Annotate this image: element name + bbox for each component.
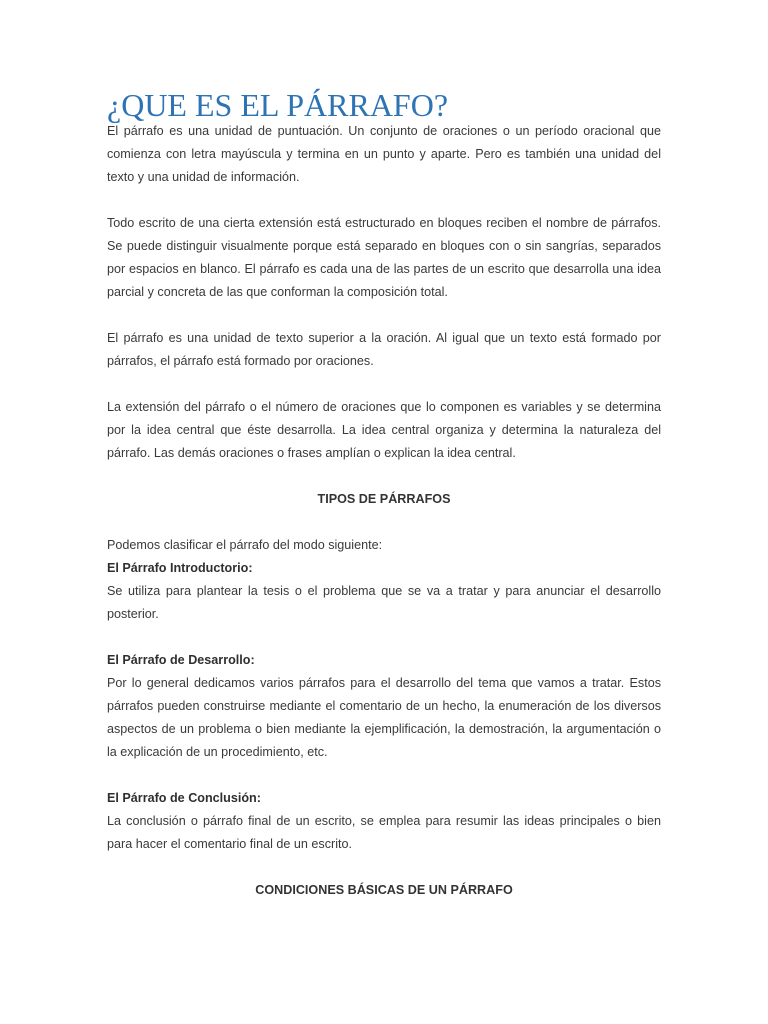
document-body <box>107 120 661 902</box>
section-heading-condiciones: CONDICIONES BÁSICAS DE UN PÁRRAFO <box>255 883 513 897</box>
subheading-introductorio: El Párrafo Introductorio: <box>107 561 253 575</box>
paragraph-gap <box>107 626 661 649</box>
tipos-lead: Podemos clasificar el párrafo del modo siguiente: <box>107 538 383 552</box>
paragraph-gap <box>107 304 661 327</box>
paragraph-gap <box>107 189 661 212</box>
paragraph-structure: Todo escrito de una cierta extensión está estructurado en bloques reciben el nombre de párrafos. Se puede distinguir visualmente porque está separado en bloques con o sin sangrías, separados por espacios en blanco. El párrafo es cada una de las partes de un escrito que desarrolla una idea parcial y concreta de las que conforman la composición total. <box>107 216 661 299</box>
text-introductorio: Se utiliza para plantear la tesis o el problema que se va a tratar y para anunciar el desarrollo posterior. <box>107 584 661 621</box>
subheading-conclusion: El Párrafo de Conclusión: <box>107 791 261 805</box>
text-desarrollo: Por lo general dedicamos varios párrafos para el desarrollo del tema que vamos a tratar. Estos párrafos pueden construirse mediante el comentario de un hecho, la enumeración de los diversos aspectos de un problema o bien mediante la ejemplificación, la demostración, la argumentación o la explicación de un procedimiento, etc. <box>107 676 661 759</box>
paragraph-extension: La extensión del párrafo o el número de oraciones que lo componen es variables y se determina por la idea central que éste desarrolla. La idea central organiza y determina la naturaleza del párrafo. Las demás oraciones o frases amplían o explican la idea central. <box>107 400 661 460</box>
subheading-desarrollo: El Párrafo de Desarrollo: <box>107 653 255 667</box>
paragraph-gap <box>107 511 661 534</box>
text-conclusion: La conclusión o párrafo final de un escrito, se emplea para resumir las ideas principales o bien para hacer el comentario final de un escrito. <box>107 814 661 851</box>
paragraph-gap <box>107 764 661 787</box>
page-title: ¿QUE ES EL PÁRRAFO? <box>107 87 449 123</box>
paragraph-definition: El párrafo es una unidad de puntuación. Un conjunto de oraciones o un período oracional que comienza con letra mayúscula y termina en un punto y aparte. Pero es también una unidad del texto y una unidad de información. <box>107 124 661 184</box>
paragraph-gap <box>107 465 661 488</box>
paragraph-unit: El párrafo es una unidad de texto superior a la oración. Al igual que un texto está formado por párrafos, el párrafo está formado por oraciones. <box>107 331 661 368</box>
section-heading-tipos: TIPOS DE PÁRRAFOS <box>317 492 451 506</box>
paragraph-gap <box>107 373 661 396</box>
paragraph-gap <box>107 856 661 879</box>
